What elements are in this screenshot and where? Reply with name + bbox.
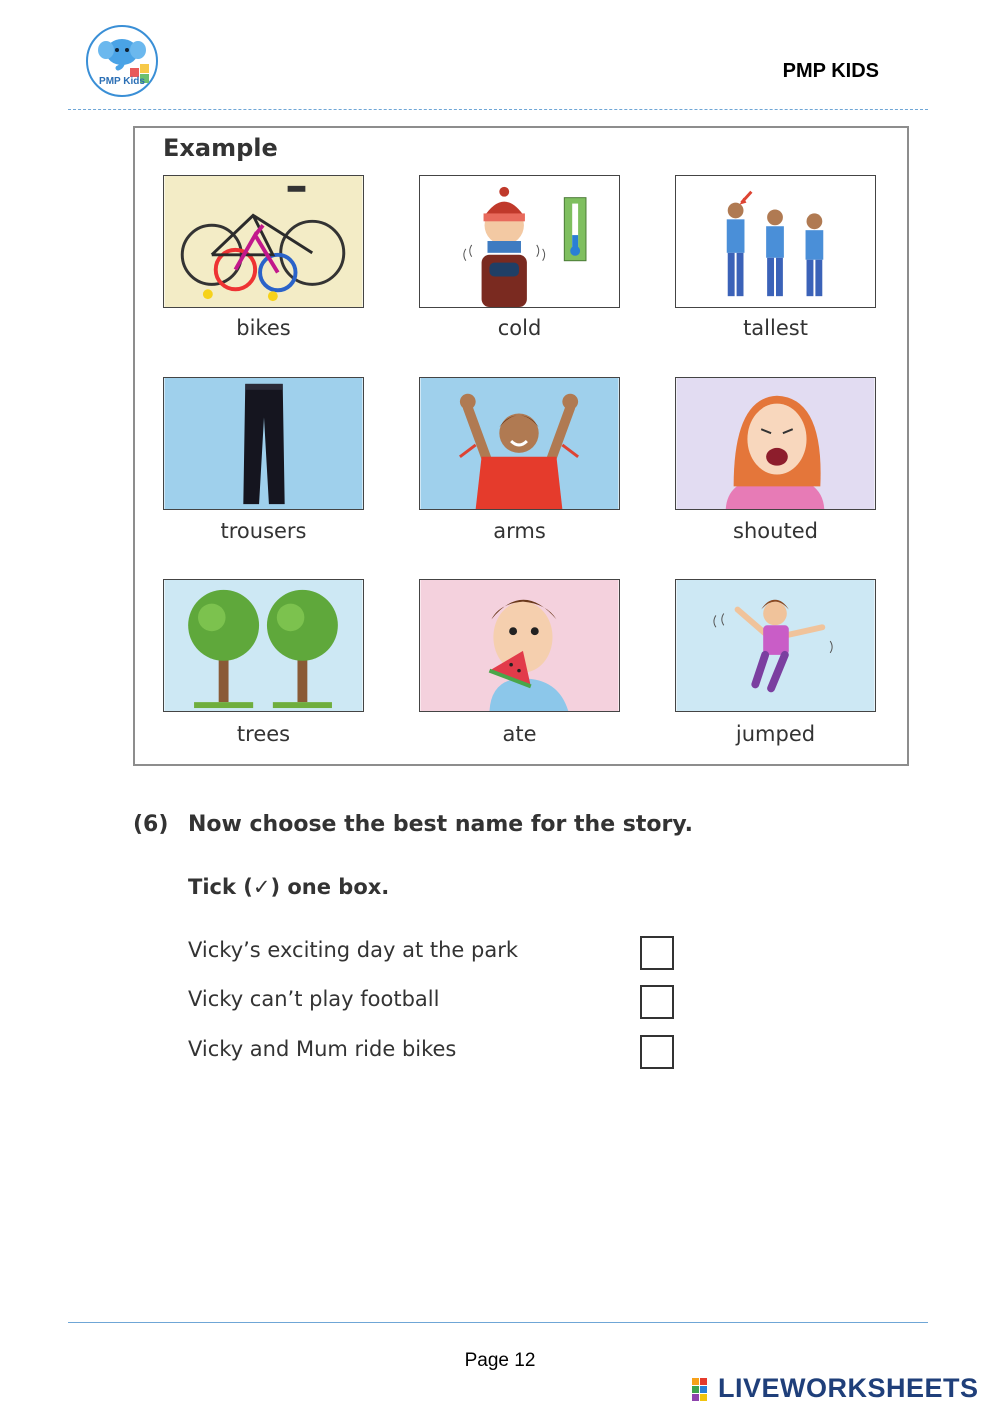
picture-label: tallest [743, 316, 808, 340]
picture-label: shouted [733, 519, 818, 543]
answer-option-label: Vicky’s exciting day at the park [188, 938, 519, 962]
bikes-picture [163, 175, 364, 308]
question-instruction: Tick (✓) one box. [188, 875, 390, 899]
page-number: Page 12 [464, 1350, 536, 1371]
arms-picture [419, 377, 620, 510]
picture-label: trousers [220, 519, 307, 543]
picture-label: bikes [236, 316, 291, 340]
liveworksheets-watermark: LIVEWORKSHEETS [718, 1373, 979, 1403]
brand-name: PMP KIDS [782, 60, 879, 82]
tallest-picture [675, 175, 876, 308]
answer-checkbox-2[interactable] [640, 985, 674, 1019]
picture-label: cold [497, 316, 542, 340]
pmp-kids-logo [80, 24, 164, 98]
logo-text: PMP Kids [99, 76, 145, 87]
cold-picture [419, 175, 620, 308]
shouted-picture [675, 377, 876, 510]
question-number: (6) [133, 812, 169, 837]
trees-picture [163, 579, 364, 712]
example-title: Example [163, 134, 278, 162]
header-divider [68, 109, 928, 110]
answer-checkbox-3[interactable] [640, 1035, 674, 1069]
picture-label: ate [502, 722, 537, 746]
answer-checkbox-1[interactable] [640, 936, 674, 970]
answer-option-label: Vicky and Mum ride bikes [188, 1037, 457, 1061]
liveworksheets-logo-icon [692, 1372, 716, 1408]
trousers-picture [163, 377, 364, 510]
question-text: Now choose the best name for the story. [188, 812, 694, 837]
footer-divider [68, 1322, 928, 1323]
picture-label: jumped [735, 722, 816, 746]
picture-label: arms [493, 519, 546, 543]
picture-label: trees [236, 722, 291, 746]
ate-picture [419, 579, 620, 712]
answer-option-label: Vicky can’t play football [188, 987, 440, 1011]
jumped-picture [675, 579, 876, 712]
